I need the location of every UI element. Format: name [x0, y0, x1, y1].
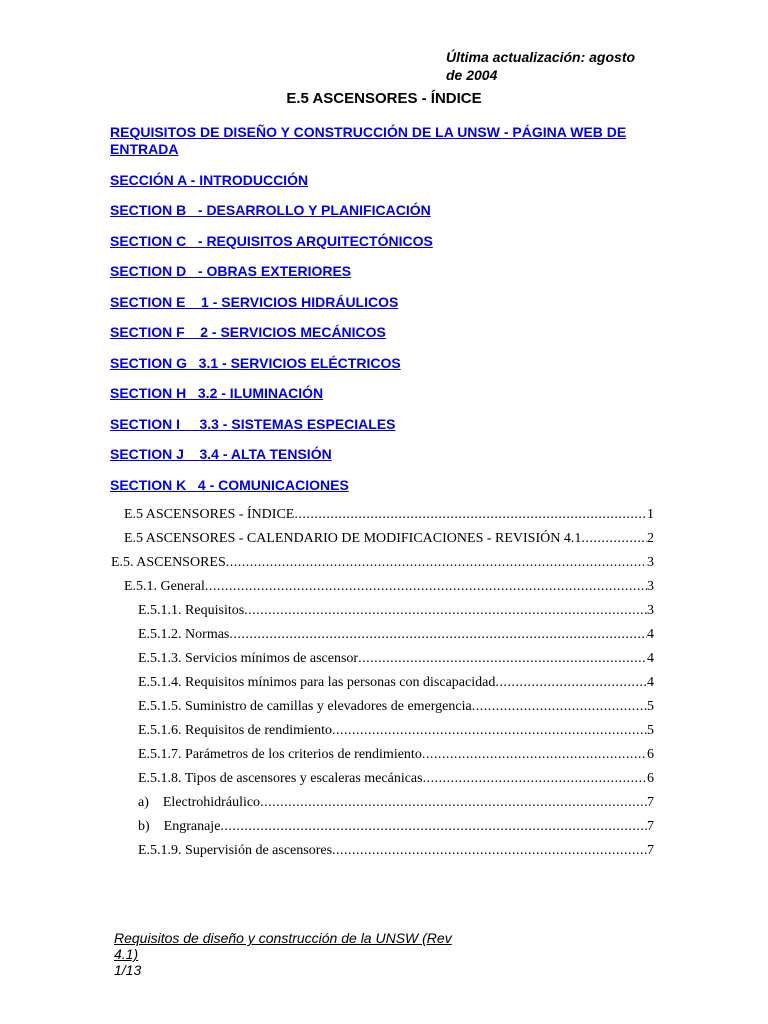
toc-dot-leader	[472, 698, 647, 715]
toc-entry-title: E.5.1.2. Normas	[138, 627, 230, 642]
toc-page-number: 6	[647, 771, 654, 786]
last-updated-note	[446, 48, 656, 84]
toc-entry[interactable]	[111, 554, 654, 571]
link-section-i[interactable]: SECTION I 3.3 - SISTEMAS ESPECIALES	[110, 415, 396, 432]
toc-entry[interactable]	[138, 650, 654, 667]
toc-entry-title: E.5 ASCENSORES - ÍNDICE	[124, 507, 295, 522]
toc-entry-title: a) Electrohidráulico	[138, 795, 261, 810]
link-section-a[interactable]: SECCIÓN A - INTRODUCCIÓN	[110, 171, 309, 188]
toc-dot-leader	[220, 818, 647, 835]
toc-page-number: 4	[647, 651, 654, 666]
toc-entry[interactable]	[124, 506, 654, 523]
toc-dot-leader	[229, 626, 647, 643]
toc-page-number: 7	[647, 843, 654, 858]
toc-dot-leader	[294, 506, 647, 523]
toc-dot-leader	[495, 674, 647, 691]
toc-entry[interactable]	[138, 746, 654, 763]
page-title: E.5 ASCENSORES - ÍNDICE	[286, 90, 482, 107]
toc-page-number: 7	[647, 819, 654, 834]
toc-entry[interactable]	[124, 578, 654, 595]
toc-page-number: 4	[647, 675, 654, 690]
toc-entry[interactable]	[138, 602, 654, 619]
section-links	[110, 124, 650, 507]
toc-entry[interactable]	[138, 698, 654, 715]
footer-page-number: 1/13	[114, 962, 142, 978]
last-updated-line-1: Última actualización: agosto	[446, 49, 636, 65]
toc-entry[interactable]	[138, 674, 654, 691]
link-section-j[interactable]: SECTION J 3.4 - ALTA TENSIÓN	[110, 446, 332, 462]
link-section-d[interactable]: SECTION D - OBRAS EXTERIORES	[110, 263, 352, 279]
toc-entry-title: b) Engranaje	[138, 819, 221, 834]
toc-dot-leader	[226, 554, 647, 571]
toc-dot-leader	[205, 578, 647, 595]
toc-page-number: 2	[647, 531, 654, 546]
toc-entry-title: E.5.1.1. Requisitos	[138, 603, 245, 618]
toc-entry-title: E.5.1.9. Supervisión de ascensores	[138, 843, 333, 858]
toc-entry[interactable]	[138, 794, 654, 811]
toc-entry[interactable]	[138, 818, 654, 835]
toc-entry-title: E.5.1.4. Requisitos mínimos para las personas con discapacidad	[138, 675, 496, 690]
toc-entry-title: E.5.1.8. Tipos de ascensores y escaleras mecánicas	[138, 771, 423, 786]
toc-entry-title: E.5.1.3. Servicios mínimos de ascensor	[138, 651, 359, 666]
toc-page-number: 3	[647, 603, 654, 618]
toc-page-number: 3	[647, 555, 654, 570]
link-home-page[interactable]: REQUISITOS DE DISEÑO Y CONSTRUCCIÓN DE LA UNSW - PÁGINA WEB DE ENTRADA	[110, 124, 627, 157]
toc-dot-leader	[332, 722, 647, 739]
toc-page-number: 3	[647, 579, 654, 594]
toc-entry[interactable]	[138, 626, 654, 643]
link-section-e[interactable]: SECTION E 1 - SERVICIOS HIDRÁULICOS	[110, 293, 399, 310]
toc-dot-leader	[423, 770, 647, 787]
toc-entry-title: E.5.1.7. Parámetros de los criterios de rendimiento	[138, 747, 422, 762]
link-section-f[interactable]: SECTION F 2 - SERVICIOS MECÁNICOS	[110, 324, 386, 340]
toc-page-number: 5	[647, 699, 654, 714]
link-section-c[interactable]: SECTION C - REQUISITOS ARQUITECTÓNICOS	[110, 232, 433, 249]
toc-page-number: 7	[647, 795, 654, 810]
toc-entry-title: E.5.1.5. Suministro de camillas y elevadores de emergencia	[138, 699, 472, 714]
link-section-g[interactable]: SECTION G 3.1 - SERVICIOS ELÉCTRICOS	[110, 354, 401, 371]
toc-dot-leader	[358, 650, 647, 667]
toc-dot-leader	[581, 530, 647, 547]
toc-entry-title: E.5.1. General	[124, 579, 205, 594]
toc-dot-leader	[332, 842, 647, 859]
toc-entry-title: E.5.1.6. Requisitos de rendimiento	[138, 723, 333, 738]
link-section-b[interactable]: SECTION B - DESARROLLO Y PLANIFICACIÓN	[110, 202, 431, 218]
toc-dot-leader	[260, 794, 647, 811]
toc-entry[interactable]	[138, 842, 654, 859]
toc-dot-leader	[244, 602, 647, 619]
link-section-k[interactable]: SECTION K 4 - COMUNICACIONES	[110, 476, 349, 493]
page-footer	[114, 930, 464, 978]
toc-entry[interactable]	[138, 722, 654, 739]
toc-entry-title: E.5 ASCENSORES - CALENDARIO DE MODIFICACIONES - REVISIÓN 4.1	[124, 531, 582, 546]
link-section-h[interactable]: SECTION H 3.2 - ILUMINACIÓN	[110, 385, 324, 401]
toc-dot-leader	[422, 746, 647, 763]
toc-entry-title: E.5. ASCENSORES	[111, 555, 226, 570]
toc-entry[interactable]	[138, 770, 654, 787]
toc-page-number: 1	[647, 507, 654, 522]
last-updated-line-2: de 2004	[446, 67, 498, 83]
toc-page-number: 5	[647, 723, 654, 738]
toc-page-number: 4	[647, 627, 654, 642]
footer-document-title: Requisitos de diseño y construcción de la UNSW (Rev 4.1)	[114, 930, 452, 962]
toc-page-number: 6	[647, 747, 654, 762]
toc-entry[interactable]	[124, 530, 654, 547]
